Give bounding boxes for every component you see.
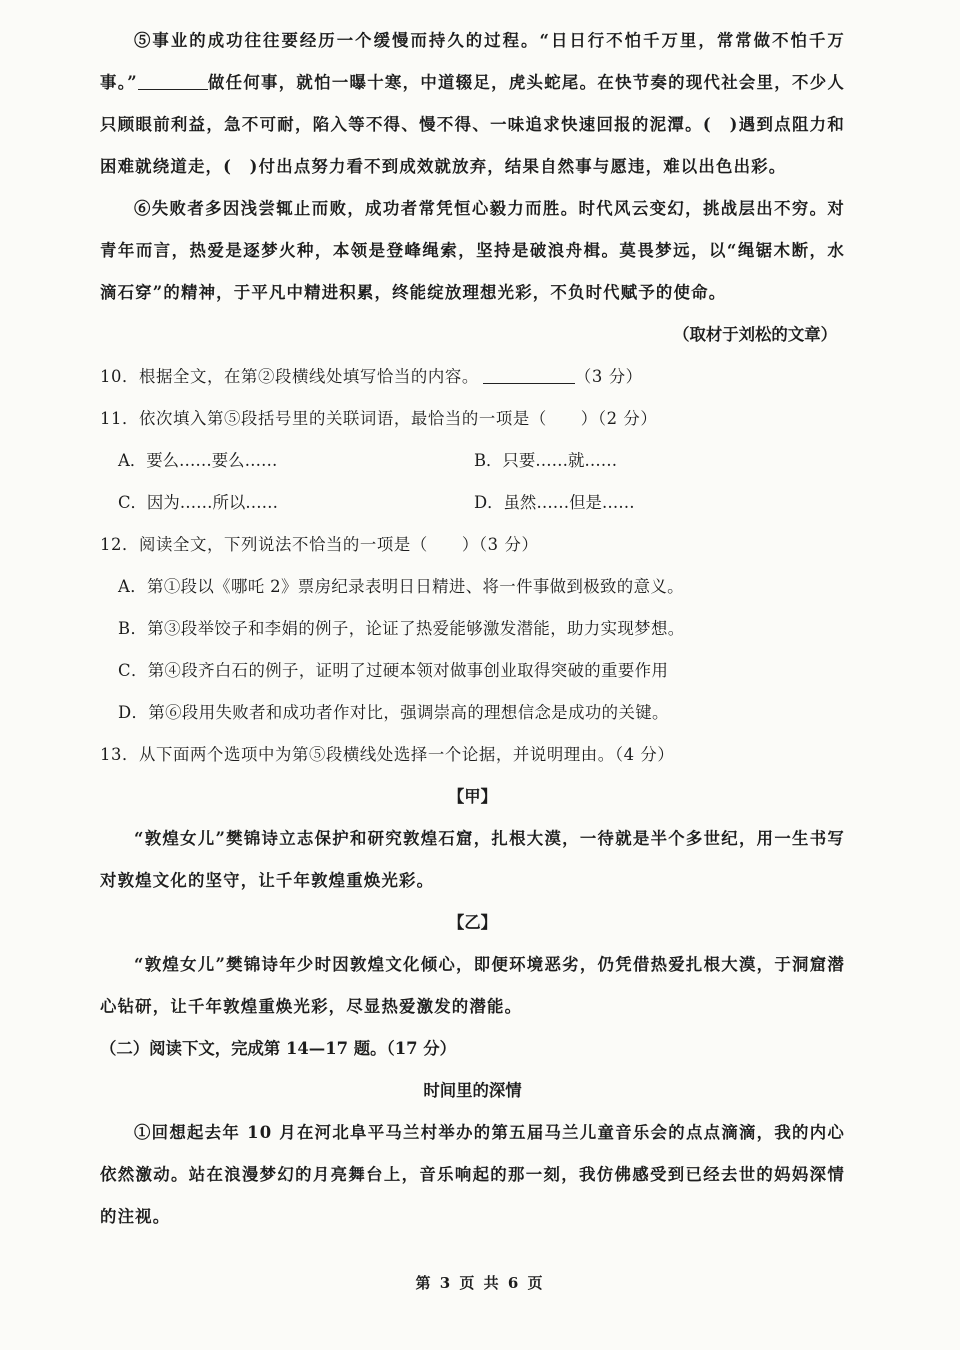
question-11-option-b[interactable]: B．只要……就……: [474, 451, 618, 470]
question-10-text: 10．根据全文，在第②段横线处填写恰当的内容。: [100, 367, 479, 386]
source-note: （取材于刘松的文章）: [673, 325, 837, 344]
question-11-options-row-1: [100, 440, 845, 482]
question-12-option-d[interactable]: D．第⑥段用失败者和成功者作对比，强调崇高的理想信念是成功的关键。: [118, 703, 669, 722]
question-11-option-a[interactable]: A．要么……要么……: [118, 451, 278, 470]
article-title: 时间里的深情: [423, 1081, 522, 1100]
paragraph-5-body: 做任何事，就怕一曝十寒，中道辍足，虎头蛇尾。在快节奏的现代社会里，不少人只顾眼前利益，急不可耐，陷入等不得、慢不得、一味追求快速回报的泥潭。( )遇到点阻力和困难就绕道走，( )付出点努力看不到成效就放弃，结果自然事与愿违，难以出色出彩。: [100, 73, 845, 176]
question-12: 12．阅读全文，下列说法不恰当的一项是（ ）（3 分）: [100, 535, 539, 554]
question-11-options-row-2: [100, 482, 845, 524]
question-10-answer-blank[interactable]: [483, 365, 575, 384]
paragraph-5-quote: ⑤事业的成功往往要经历一个缓慢而持久的过程。“日日行不怕千万里，常常做不怕千万事。”: [100, 31, 845, 92]
page-number-footer: 第 3 页 共 6 页: [415, 1274, 545, 1292]
question-10-score: （3 分）: [574, 367, 643, 386]
question-11-option-c[interactable]: C．因为……所以……: [118, 493, 279, 512]
option-jia-text: “敦煌女儿”樊锦诗立志保护和研究敦煌石窟，扎根大漠，一待就是半个多世纪，用一生书写对敦煌文化的坚守，让千年敦煌重焕光彩。: [100, 829, 845, 890]
question-12-option-a[interactable]: A．第①段以《哪吒 2》票房纪录表明日日精进、将一件事做到极致的意义。: [118, 577, 684, 596]
question-10: [100, 356, 845, 398]
option-jia-label: 【甲】: [447, 787, 498, 806]
section-2-heading: （二）阅读下文，完成第 14—17 题。（17 分）: [100, 1039, 456, 1058]
question-11: 11．依次填入第⑤段括号里的关联词语，最恰当的一项是（ ）（2 分）: [100, 409, 658, 428]
question-13: 13．从下面两个选项中为第⑤段横线处选择一个论据，并说明理由。（4 分）: [100, 745, 675, 764]
option-yi-text: “敦煌女儿”樊锦诗年少时因敦煌文化倾心，即便环境恶劣，仍凭借热爱扎根大漠，于洞窟潜心钻研，让千年敦煌重焕光彩，尽显热爱激发的潜能。: [100, 955, 845, 1016]
page-content: [100, 20, 845, 1238]
paragraph-6: ⑥失败者多因浅尝辄止而败，成功者常凭恒心毅力而胜。时代风云变幻，挑战层出不穷。对青年而言，热爱是逐梦火种，本领是登峰绳索，坚持是破浪舟楫。莫畏梦远，以“绳锯木断，水滴石穿”的精神，于平凡中精进积累，终能绽放理想光彩，不负时代赋予的使命。: [100, 199, 845, 302]
question-12-option-c[interactable]: C．第④段齐白石的例子，证明了过硬本领对做事创业取得突破的重要作用: [118, 661, 669, 680]
question-11-option-d[interactable]: D．虽然……但是……: [474, 493, 635, 512]
article-paragraph-1: ①回想起去年 10 月在河北阜平马兰村举办的第五届马兰儿童音乐会的点点滴滴，我的内心依然激动。站在浪漫梦幻的月亮舞台上，音乐响起的那一刻，我仿佛感受到已经去世的妈妈深情的注视。: [100, 1123, 845, 1226]
question-12-option-b[interactable]: B．第③段举饺子和李娟的例子，论证了热爱能够激发潜能，助力实现梦想。: [118, 619, 685, 638]
paragraph-5-blank: [138, 71, 208, 90]
option-yi-label: 【乙】: [447, 913, 498, 932]
paragraph-5: [100, 20, 845, 188]
